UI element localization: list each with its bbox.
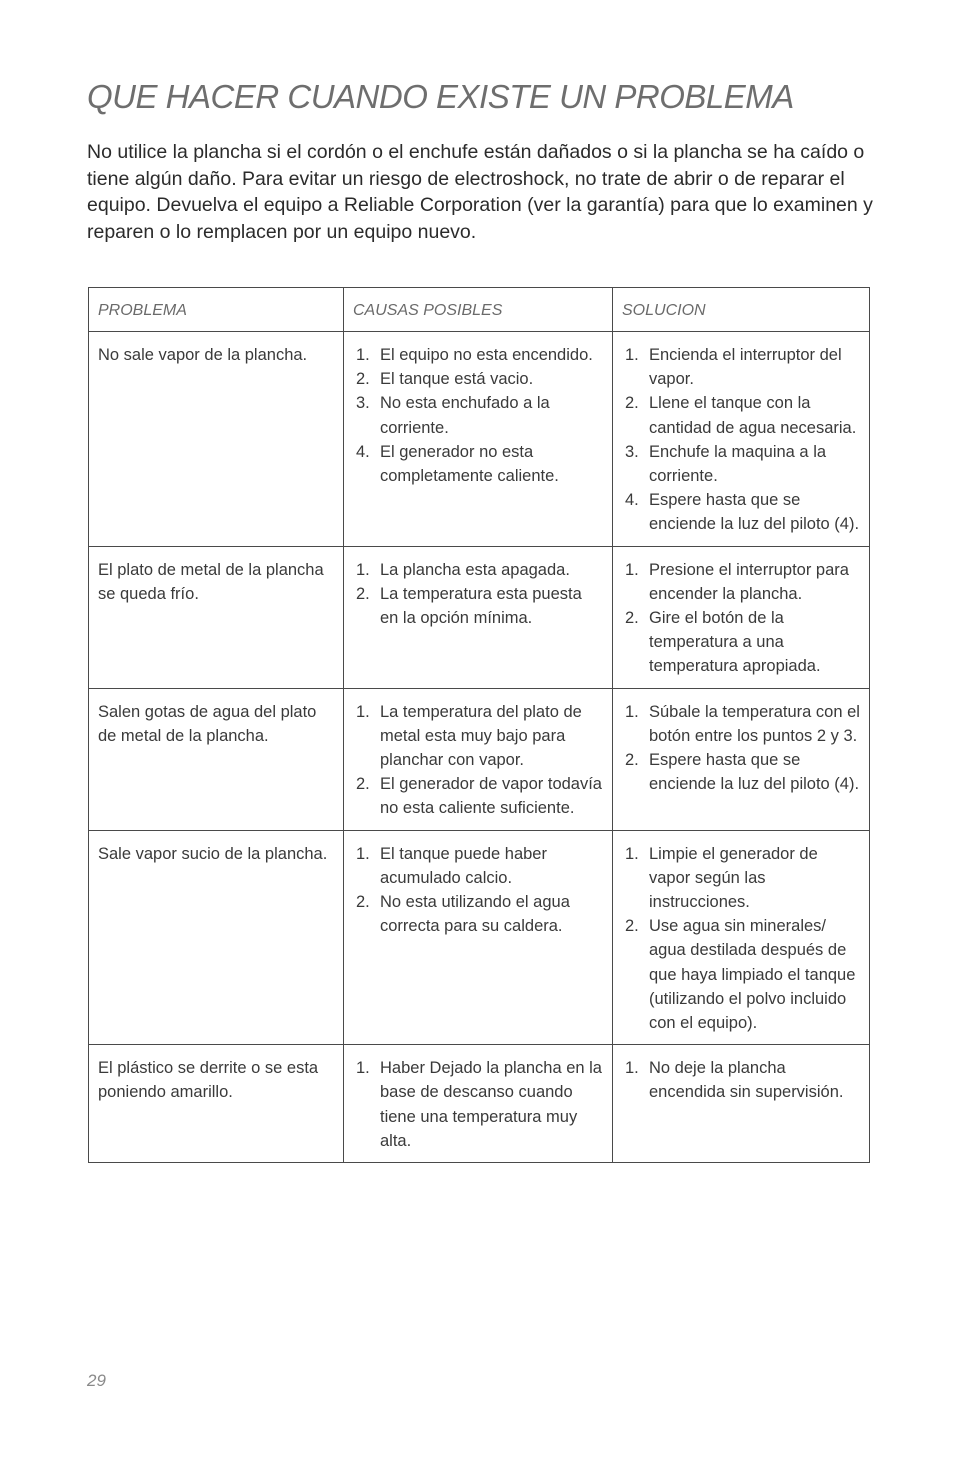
- list-item-text: Presione el interruptor para encender la plancha.: [649, 560, 849, 603]
- list-item-text: Haber Dejado la plancha en la base de descanso cuando tiene una temperatura muy alta.: [380, 1059, 602, 1150]
- causes-cell: [344, 546, 613, 688]
- list-item-text: El equipo no esta encendido.: [380, 346, 593, 364]
- list-item-number: 2.: [356, 370, 370, 389]
- list-item-text: El generador no esta completamente caliente.: [380, 442, 559, 486]
- list-item-number: 2.: [625, 609, 639, 628]
- list-item: [622, 343, 860, 391]
- table-row: [89, 332, 870, 547]
- causes-cell: [344, 1045, 613, 1163]
- causes-cell: [344, 688, 613, 830]
- list-item-number: 2.: [356, 775, 370, 794]
- list-item-text: Llene el tanque con la cantidad de agua necesaria.: [649, 394, 857, 437]
- page-number: 29: [87, 1371, 106, 1390]
- solution-cell-list: [622, 1056, 860, 1104]
- table-row: [89, 1045, 870, 1163]
- list-item: [622, 842, 860, 915]
- list-item: [622, 606, 860, 679]
- list-item: [353, 343, 603, 367]
- table-row: [89, 830, 870, 1045]
- list-item-text: La temperatura del plato de metal esta muy bajo para planchar con vapor.: [380, 702, 582, 770]
- list-item: [622, 391, 860, 439]
- solution-cell: [613, 830, 870, 1045]
- solution-cell: [613, 688, 870, 830]
- troubleshooting-table: [88, 287, 870, 1163]
- causes-cell-list: [353, 558, 603, 631]
- causes-cell-list: [353, 1056, 603, 1153]
- list-item: [353, 700, 603, 773]
- list-item-number: 2.: [625, 751, 639, 770]
- list-item: [353, 391, 603, 439]
- list-item: [353, 558, 603, 582]
- list-item-text: No esta enchufado a la corriente.: [380, 394, 550, 437]
- list-item-text: El tanque puede haber acumulado calcio.: [380, 844, 547, 887]
- list-item-number: 1.: [356, 844, 370, 863]
- list-item-number: 2.: [625, 917, 639, 936]
- list-item: [353, 890, 603, 938]
- list-item-number: 4.: [625, 491, 639, 510]
- list-item-text: Enchufe la maquina a la corriente.: [649, 442, 827, 486]
- list-item-text: Espere hasta que se enciende la luz del piloto (4).: [649, 491, 860, 534]
- problem-cell: No sale vapor de la plancha.: [89, 332, 344, 547]
- header-problem: PROBLEMA: [89, 288, 344, 332]
- list-item-number: 1.: [625, 702, 639, 721]
- list-item-number: 4.: [356, 442, 370, 461]
- list-item-text: La temperatura esta puesta en la opción mínima.: [380, 584, 582, 628]
- table-header-row: [89, 288, 870, 332]
- list-item-number: 3.: [356, 394, 370, 413]
- list-item-text: Limpie el generador de vapor según las instrucciones.: [649, 844, 818, 912]
- list-item-number: 3.: [625, 442, 639, 461]
- intro-paragraph: No utilice la plancha si el cordón o el enchufe están dañados o si la plancha se ha caído o tiene algún daño. Para evitar un riesgo de electroshock, no trate de abrir o de reparar el equipo. Devuelva el equipo a Reliable Corporation (ver la garantía) para que lo examinen y reparen o lo remplacen por un equipo nuevo.: [87, 141, 873, 243]
- list-item-number: 1.: [356, 1059, 370, 1078]
- list-item: [353, 772, 603, 820]
- list-item-text: Encienda el interruptor del vapor.: [649, 346, 842, 389]
- list-item: [353, 842, 603, 890]
- list-item: [353, 367, 603, 391]
- solution-cell: [613, 546, 870, 688]
- list-item: [353, 440, 603, 488]
- list-item: [353, 582, 603, 630]
- causes-cell-list: [353, 700, 603, 821]
- list-item-number: 2.: [356, 893, 370, 912]
- list-item-number: 1.: [625, 844, 639, 863]
- causes-cell-list: [353, 842, 603, 939]
- table-body: [89, 332, 870, 1163]
- list-item: [353, 1056, 603, 1153]
- list-item-text: Use agua sin minerales/ agua destilada después de que haya limpiado el tanque (utilizando el polvo incluido con el equipo).: [649, 917, 856, 1033]
- table-row: [89, 688, 870, 830]
- list-item: [622, 914, 860, 1035]
- solution-cell-list: [622, 700, 860, 797]
- problem-cell: El plato de metal de la plancha se queda frío.: [89, 546, 344, 688]
- list-item-number: 1.: [625, 346, 639, 364]
- list-item-number: 1.: [356, 560, 370, 579]
- solution-cell-list: [622, 558, 860, 679]
- solution-cell: [613, 332, 870, 547]
- list-item: [622, 558, 860, 606]
- list-item: [622, 488, 860, 536]
- list-item-text: La plancha esta apagada.: [380, 560, 570, 579]
- list-item-number: 1.: [625, 1059, 639, 1078]
- problem-cell: El plástico se derrite o se esta poniendo amarillo.: [89, 1045, 344, 1163]
- causes-cell-list: [353, 343, 603, 488]
- list-item-number: 1.: [625, 560, 639, 579]
- causes-cell: [344, 830, 613, 1045]
- list-item-text: No deje la plancha encendida sin supervisión.: [649, 1059, 844, 1102]
- list-item-text: Gire el botón de la temperatura a una temperatura apropiada.: [649, 609, 821, 676]
- solution-cell-list: [622, 343, 860, 537]
- list-item: [622, 1056, 860, 1104]
- list-item-text: El generador de vapor todavía no esta caliente suficiente.: [380, 775, 602, 818]
- list-item-text: Súbale la temperatura con el botón entre los puntos 2 y 3.: [649, 702, 860, 745]
- list-item: [622, 440, 860, 488]
- list-item-text: El tanque está vacio.: [380, 370, 534, 389]
- solution-cell: [613, 1045, 870, 1163]
- header-solution: SOLUCION: [613, 288, 870, 332]
- list-item-number: 1.: [356, 702, 370, 721]
- page-title: QUE HACER CUANDO EXISTE UN PROBLEMA: [87, 78, 794, 115]
- list-item-number: 1.: [356, 346, 370, 364]
- list-item-text: Espere hasta que se enciende la luz del piloto (4).: [649, 751, 860, 794]
- list-item: [622, 748, 860, 796]
- problem-cell: Sale vapor sucio de la plancha.: [89, 830, 344, 1045]
- list-item-number: 2.: [625, 394, 639, 413]
- header-causes: CAUSAS POSIBLES: [344, 288, 613, 332]
- list-item-number: 2.: [356, 584, 370, 603]
- causes-cell: [344, 332, 613, 547]
- list-item: [622, 700, 860, 748]
- problem-cell: Salen gotas de agua del plato de metal de la plancha.: [89, 688, 344, 830]
- solution-cell-list: [622, 842, 860, 1036]
- table-row: [89, 546, 870, 688]
- list-item-text: No esta utilizando el agua correcta para su caldera.: [380, 893, 570, 936]
